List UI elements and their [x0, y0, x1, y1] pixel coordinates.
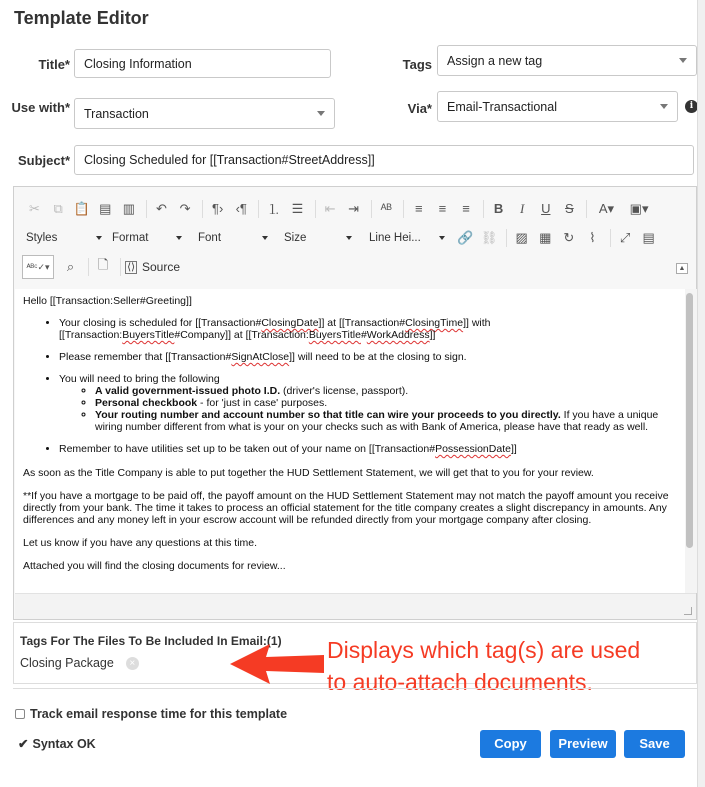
redo-icon[interactable]: ↷ — [179, 200, 191, 216]
source-button[interactable]: ⟨⟩ Source — [127, 260, 181, 274]
tags-label: Tags — [402, 57, 432, 72]
align-right-icon[interactable]: ≡ — [462, 201, 470, 216]
title-input[interactable]: Closing Information — [74, 49, 331, 78]
track-response-label: Track email response time for this template — [30, 707, 288, 721]
greeting-line: Hello [[Transaction:Seller#Greeting]] — [23, 295, 192, 307]
sub-list — [59, 385, 677, 433]
background-color-icon[interactable]: ▣▾ — [629, 200, 649, 216]
toolbar-separator — [506, 229, 507, 247]
text-color-icon[interactable]: A▾ — [598, 200, 615, 216]
copy-icon[interactable]: ⧉ — [53, 200, 63, 216]
tag-chip — [20, 656, 139, 670]
toolbar-separator — [315, 200, 316, 218]
table-icon[interactable]: ▦ — [539, 230, 552, 245]
paragraph: Let us know if you have any questions at this time. — [23, 537, 258, 549]
cut-icon[interactable]: ✂ — [29, 200, 40, 216]
toolbar-row-2 — [26, 229, 662, 247]
underline-icon[interactable]: U — [541, 201, 551, 216]
size-dropdown[interactable]: Size — [284, 232, 352, 244]
paste-word-icon[interactable]: ▥ — [122, 200, 136, 216]
attachment-tags-heading: Tags For The Files To Be Included In Email:(1) — [20, 634, 282, 648]
title-label: Title* — [38, 57, 70, 72]
toolbar-separator — [258, 200, 259, 218]
paragraph: **If you have a mortgage to be paid off, the payoff amount on the HUD Settlement Statement may not match the payoff amount you receive directly from your bank. The time it takes to process an official statement for the title company creates a slight discrepancy in amounts. Any differences and any money left in your escrow account will be refunded directly from your mortgage company after closing. — [23, 490, 669, 526]
syntax-status — [18, 736, 96, 751]
format-dropdown[interactable]: Format — [112, 232, 182, 244]
rich-text-editor — [13, 186, 697, 620]
list-item: • Your closing is scheduled for [[Transaction#ClosingDate]] at [[Transaction#ClosingTime]] with [[Transaction:BuyersTitle#Company]] at [[Transaction:BuyersTitle#WorkAddress]] — [59, 317, 677, 341]
chevron-down-icon — [96, 236, 102, 240]
checkmark-icon: ✔ — [18, 737, 29, 751]
bulleted-list-icon[interactable]: ☰ — [291, 200, 304, 216]
annotation-line: to auto-attach documents. — [327, 669, 593, 695]
toolbar-separator — [146, 200, 147, 218]
via-label: Via* — [407, 101, 432, 116]
paragraph: Attached you will find the closing documents for review... — [23, 560, 286, 572]
page-title: Template Editor — [14, 8, 149, 28]
align-center-icon[interactable]: ≡ — [438, 201, 447, 216]
show-blocks-icon[interactable]: ▤ — [642, 230, 655, 245]
toolbar-separator — [120, 258, 121, 276]
strikethrough-icon[interactable]: S — [565, 201, 574, 216]
spellcheck-icon[interactable]: ᴬᴮ — [380, 201, 392, 216]
page-scrollbar[interactable] — [697, 0, 705, 787]
toolbar-separator — [483, 200, 484, 218]
paste-text-icon[interactable]: ▤ — [99, 200, 112, 216]
unlink-icon[interactable]: ⛓ — [480, 230, 498, 245]
document-icon[interactable]: 🗋 — [97, 257, 109, 272]
syntax-status-label: Syntax OK — [32, 736, 96, 751]
toolbar-separator — [371, 200, 372, 218]
italic-icon[interactable]: I — [520, 200, 525, 216]
chevron-down-icon — [317, 111, 325, 116]
sub-list-item: ◦ A valid government-issued photo I.D. (driver's license, passport). — [95, 385, 677, 397]
list-item: • You will need to bring the following ◦ A valid government-issued photo I.D. (driver's license, passport). ◦ Personal checkbook - for 'just in case' purposes. ◦ Your routing number and account number so that title can wire your proceeds to you directly. If you have a unique wiring number different from what is your on your checks such as with Bank of America, please have that ready as well. — [59, 373, 677, 433]
copy-button[interactable]: Copy — [480, 730, 541, 758]
find-icon[interactable]: ⌕ — [66, 259, 75, 274]
usewith-select[interactable]: Transaction — [74, 98, 335, 129]
spellcheck-as-you-type-icon[interactable]: ᴬᴮᶜ✓▾ — [22, 255, 54, 279]
editor-scrollbar-thumb[interactable] — [686, 293, 693, 548]
chevron-down-icon — [439, 236, 445, 240]
maximize-icon[interactable]: ⤢ — [619, 230, 631, 245]
usewith-label: Use with* — [11, 100, 70, 115]
annotation-arrow-icon — [228, 640, 328, 688]
editor-content[interactable] — [15, 289, 685, 593]
list-item: • Remember to have utilities set up to be taken out of your name on [[Transaction#PossessionDate]] — [59, 443, 677, 455]
indent-icon[interactable]: ⇥ — [348, 200, 360, 216]
collapse-toolbar-icon[interactable]: ▲ — [676, 263, 688, 274]
track-response-option[interactable] — [15, 707, 287, 721]
remove-tag-icon[interactable]: × — [126, 657, 139, 670]
chevron-down-icon — [660, 104, 668, 109]
rtl-icon[interactable]: ‹¶ — [235, 201, 247, 216]
sub-list-item: ◦ Your routing number and account number so that title can wire your proceeds to you directly. If you have a unique wiring number different from what is your on your checks such as with Bank of America, please have that ready as well. — [95, 409, 677, 433]
image-icon[interactable]: ▨ — [515, 230, 528, 245]
undo-icon[interactable]: ↶ — [156, 200, 167, 216]
line-height-dropdown[interactable]: Line Hei... — [369, 232, 445, 244]
subject-label: Subject* — [17, 153, 70, 168]
chevron-down-icon — [262, 236, 268, 240]
toolbar-separator — [202, 200, 203, 218]
refresh-icon[interactable]: ↻ — [563, 230, 575, 245]
list-item: • Please remember that [[Transaction#SignAtClose]] will need to be at the closing to sign. — [59, 351, 677, 363]
toolbar-row-3 — [22, 255, 180, 279]
toolbar-separator — [403, 200, 404, 218]
toolbar-row-1 — [24, 199, 657, 218]
resize-handle-icon[interactable] — [684, 607, 692, 615]
track-response-checkbox[interactable] — [15, 709, 25, 719]
tags-select[interactable]: Assign a new tag — [437, 45, 697, 76]
align-left-icon[interactable]: ≡ — [415, 201, 423, 216]
preview-button[interactable]: Preview — [550, 730, 616, 758]
toolbar-separator — [586, 200, 587, 218]
ltr-icon[interactable]: ¶› — [212, 201, 224, 216]
numbered-list-icon[interactable]: ⒈ — [267, 202, 281, 217]
annotation-line: Displays which tag(s) are used — [327, 637, 641, 663]
toolbar-separator — [610, 229, 611, 247]
font-dropdown[interactable]: Font — [198, 232, 268, 244]
editor-status-bar — [15, 593, 696, 619]
chevron-down-icon — [679, 58, 687, 63]
subject-input[interactable]: Closing Scheduled for [[Transaction#StreetAddress]] — [74, 145, 694, 175]
styles-dropdown[interactable]: Styles — [26, 232, 102, 244]
paste-icon[interactable]: 📋 — [73, 200, 90, 216]
source-icon: ⟨⟩ — [127, 261, 135, 273]
chevron-down-icon — [176, 236, 182, 240]
via-select[interactable]: Email-Transactional — [437, 91, 678, 122]
toolbar-separator — [88, 258, 89, 276]
tag-chip-label: Closing Package — [20, 656, 114, 670]
bold-icon[interactable]: B — [493, 201, 504, 216]
paragraph: As soon as the Title Company is able to put together the HUD Settlement Statement, we will get that to you for your review. — [23, 467, 594, 479]
info-icon[interactable]: i — [685, 100, 698, 113]
chevron-down-icon — [346, 236, 352, 240]
outdent-icon[interactable]: ⇤ — [324, 200, 336, 216]
sub-list-item: ◦ Personal checkbook - for 'just in case' purposes. — [95, 397, 677, 409]
link-icon[interactable]: 🔗 — [457, 230, 474, 245]
save-button[interactable]: Save — [624, 730, 685, 758]
content-list — [23, 317, 677, 455]
attachment-icon[interactable]: ⌇ — [589, 230, 596, 245]
